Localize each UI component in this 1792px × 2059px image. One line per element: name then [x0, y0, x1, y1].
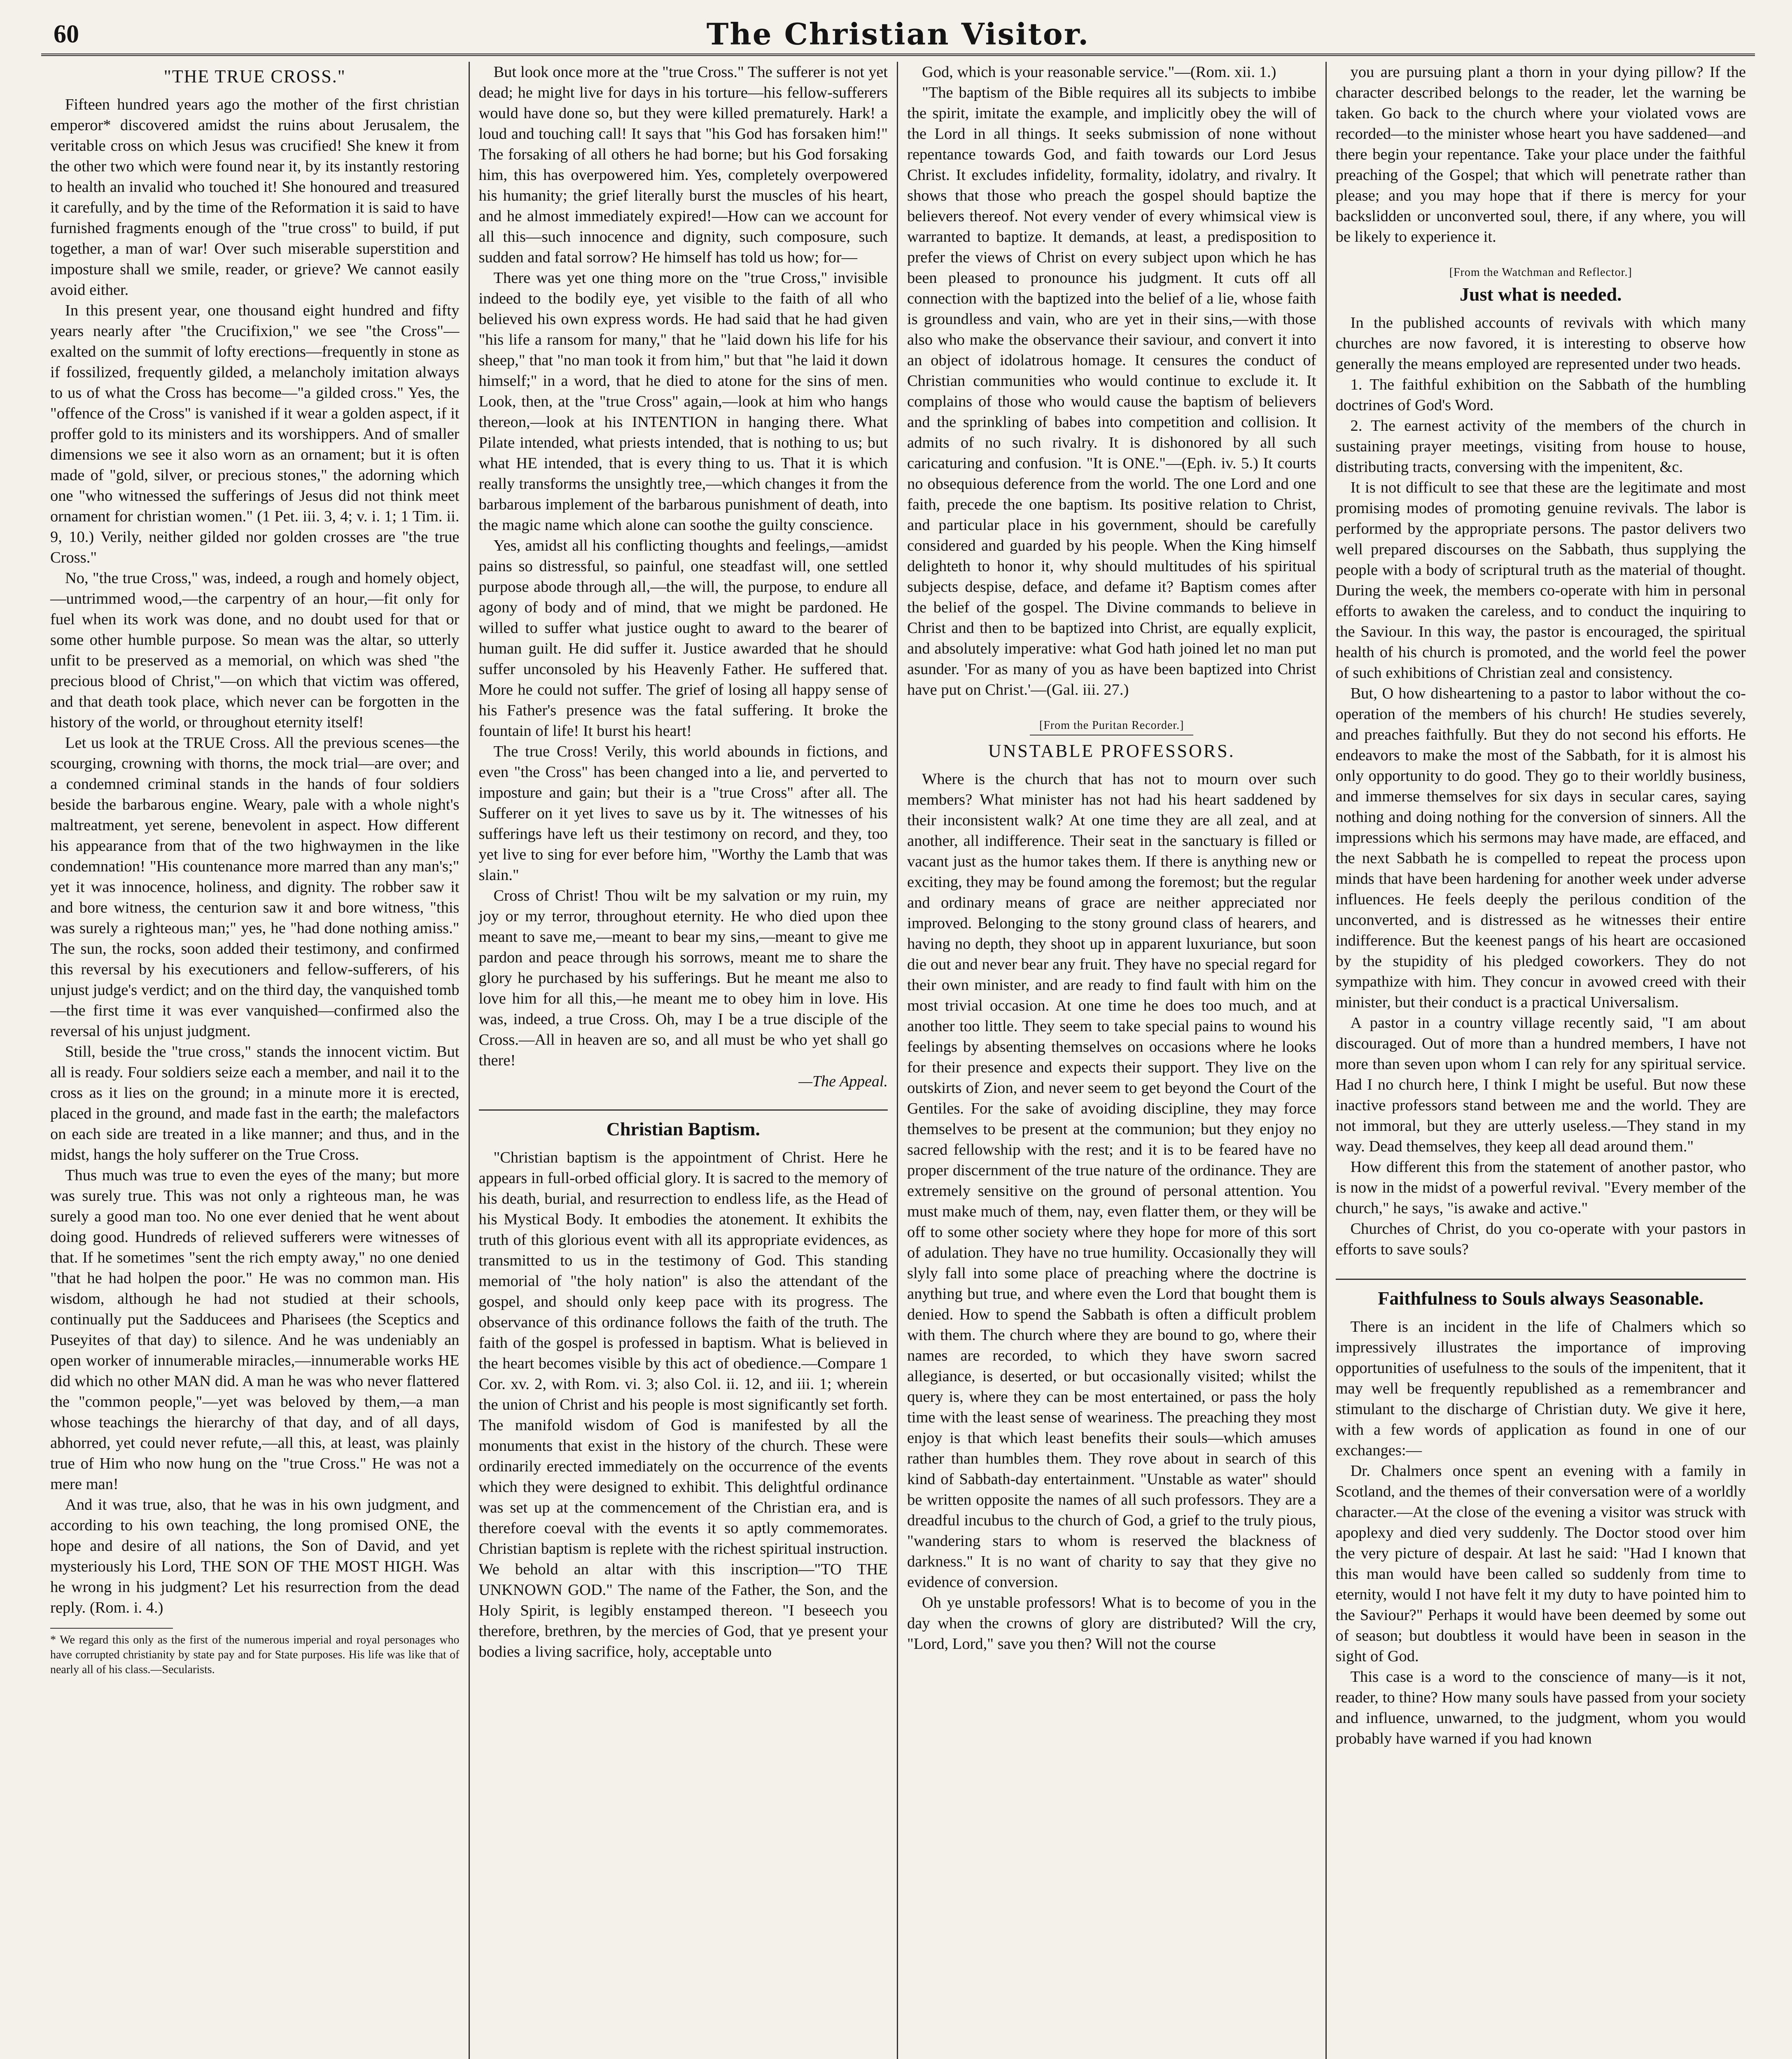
article-divider [1336, 1279, 1746, 1280]
column-2 [470, 62, 898, 2059]
paragraph: It is not difficult to see that these are the legitimate and most promising modes of promoting genuine revivals. The labor is performed by the appropriate persons. The pastor delivers two well prepared discourses on the Sabbath, thus supplying the people with a body of scriptural truth as the material of thought. During the week, the members co-operate with him in personal efforts to awaken the careless, and to conduct the inquiring to the Saviour. In this way, the pastor is encouraged, the spiritual health of his church is promoted, and the world feel the power of such exhibitions of Christian zeal and consistency. [1335, 479, 1746, 682]
paragraph: This case is a word to the conscience of many—is it not, reader, to thine? How many souls have passed from your society and influence, unwarned, to the judgment, whom you would probably have warned if you had known [1335, 1668, 1746, 1747]
footnote: * We regard this only as the first of the numerous imperial and royal personages who have corrupted christianity by state pay and for State purposes. His life was like that of nearly all of his class.—Secularists. [50, 1634, 460, 1676]
newspaper-title: The Christian Visitor. [706, 16, 1090, 51]
paragraph: There is an incident in the life of Chalmers which so impressively illustrates the importance of improving opportunities of usefulness to the souls of the impenitent, that it may well be frequently republished as a remembrancer and stimulant to the discharge of Christian duty. We give it here, with a few words of application as found in one of our exchanges:— [1335, 1318, 1746, 1459]
paragraph: 2. The earnest activity of the members of the church in sustaining prayer meetings, visiting from house to house, distributing tracts, conversing with the impenitent, &c. [1335, 417, 1746, 476]
paragraph: 1. The faithful exhibition on the Sabbath of the humbling doctrines of God's Word. [1335, 376, 1746, 414]
article-source: [From the Puritan Recorder.] [1039, 719, 1184, 732]
paragraph: "The baptism of the Bible requires all its subjects to imbibe the spirit, imitate the example, and implicitly obey the will of the Lord in all things. It seeks submission of none without repentance towards God, and faith towards our Lord Jesus Christ. It excludes infidelity, formality, idolatry, and rivalry. It shows that those who preach the gospel should baptize the believers thereof. Not every vender of every whimsical view is warranted to baptize. It demands, at least, a predisposition to prefer the views of Christ on every subject upon which he has been pleased to pronounce his judgment. It cuts off all connection with the baptized into the belief of a lie, whose faith is groundless and vain, who are yet in their sins,—with those also who make the observance their saviour, and convert it into an object of idolatrous homage. It censures the conduct of Christian communities who would continue to exclude it. It complains of those who would cause the baptism of believers and the sprinkling of babes into competition and collision. It admits of no such rivalry. It is dishonored by all such caricaturing and confusion. "It is ONE."—(Eph. iv. 5.) It courts no obsequious deference from the world. The one Lord and one faith, precede the one baptism. Its positive relation to Christ, and particular place in his government, should be carefully considered and guarded by his people. When the King himself delighteth to honor it, why should multitudes of his spiritual subjects despise, deface, and defame it? Baptism comes after the belief of the gospel. The Divine commands to believe in Christ and then to be baptized into Christ, are equally explicit, and absolutely imperative: what God hath joined let no man put asunder. 'For as many of you as have been baptized into Christ have put on Christ.'—(Gal. iii. 27.) [907, 84, 1316, 698]
article-christian-baptism [479, 1118, 888, 1662]
masthead [41, 16, 1755, 56]
article-true-cross-continued [479, 62, 888, 1090]
paragraph: In this present year, one thousand eight hundred and fifty years nearly after "the Crucifixion," we see "the Cross"—exalted on the summit of lofty erections—frequently in stone as if fossilized, frequently gilded, a melancholy imitation always to us of what the Cross has become—"a gilded cross." Yes, the "offence of the Cross" is vanished if it wear a golden aspect, if it proffer gold to its ministers and its worshippers. And of smaller dimensions we see it also worn as an ornament; but it is often made of "gold, silver, or precious stones," the adorning which one "who witnessed the sufferings of Jesus did not think meet ornament for christian women." (1 Pet. iii. 3, 4; v. i. 1; 1 Tim. ii. 9, 10.) Verily, neither gilded nor golden crosses are "the true Cross." [50, 302, 460, 566]
column-4 [1327, 62, 1755, 2059]
article-title: Christian Baptism. [606, 1118, 760, 1139]
paragraph: Yes, amidst all his conflicting thoughts and feelings,—amidst pains so distressful, so painful, one steadfast will, one settled purpose abode through all,—the will, the purpose, to endure all agony of body and of mind, that we might be pardoned. He willed to suffer what justice ought to award to the bearer of human guilt. He did suffer it. Justice awarded that he should suffer unconsoled by his Heavenly Father. He suffered that. More he could not suffer. The grief of losing all happy sense of his Father's presence was the fatal suffering. It broke the fountain of life! It burst his heart! [478, 537, 888, 740]
page-number: 60 [54, 20, 79, 48]
article-signature: —The Appeal. [798, 1073, 888, 1090]
article-title: Just what is needed. [1459, 284, 1622, 305]
paragraph: Dr. Chalmers once spent an evening with a family in Scotland, and the themes of their conversation were of a worldly character.—At the close of the evening a visitor was struck with apoplexy and died very suddenly. The Doctor stood over him the very picture of despair. At last he said: "Had I known that this man would have been called so suddenly from time to eternity, would I not have felt it my duty to have pointed him to the Saviour?" Perhaps it would have been deemed by some out of season; but doubtless it would have been in season in the sight of God. [1335, 1462, 1746, 1665]
article-title: "THE TRUE CROSS." [163, 66, 346, 86]
paragraph: There was yet one thing more on the "true Cross," invisible indeed to the bodily eye, yet visible to the faith of all who believed his own express words. He had said that he had given "his life a ransom for many," that he "laid down his life for his sheep," that "no man took it from him," but that "he laid it down himself;" in a word, that he died to atone for the sins of men. Look, then, at the "true Cross" again,—look at him who hangs thereon,—look at his INTENTION in hanging there. What Pilate intended, what priests intended, that is nothing to us; but what HE intended, that is every thing to us. That it is which really transforms the unsightly tree,—which changes it from the barbarous implement of the barbarous punishment of death, into the magic name which alone can soothe the guilty conscience. [478, 269, 888, 534]
paragraph: But look once more at the "true Cross." The sufferer is not yet dead; he might live for days in his torture—his fellow-sufferers would have done so, but they were killed prematurely. Hark! a loud and touching call! It says that "his God has forsaken him!" The forsaking of all others he had borne; but his God forsaking him, this has overpowered him. Yes, completely overpowered his humanity; the grief literally burst the muscles of his heart, and he almost immediately expired!—How can we account for all this—such innocence and dignity, such composure, such sudden and fatal sorrow? He himself has told us how; for— [478, 63, 888, 266]
article-title: Faithfulness to Souls always Seasonable. [1378, 1288, 1704, 1309]
paragraph: Let us look at the TRUE Cross. All the previous scenes—the scourging, crowning with thorns, the mock trial—are over; and a condemned criminal stands in the hands of four soldiers beside the barbarous engine. Weary, pale with a whole night's maltreatment, yet serene, benevolent in aspect. How different his appearance from that of the two highwaymen in the like condemnation! "His countenance more marred than any man's;" yet it was innocence, holiness, and dignity. The robber saw it and bore witness, the centurion saw it and bore witness, "this was surely a righteous man;" yes, he "had done nothing amiss." The sun, the rocks, soon added their testimony, and confirmed this reversal by his executioners and fellow-sufferers, of his unjust judge's verdict; and on the third day, the vanquished tomb—the first time it was ever vanquished—confirmed also the reversal of his unjust judgment. [50, 734, 460, 1040]
paragraph: Oh ye unstable professors! What is to become of you in the day when the crowns of glory are distributed? Will the cry, "Lord, Lord," save you then? Will not the course [907, 1594, 1316, 1653]
paragraph: How different this from the statement of another pastor, who is now in the midst of a powerful revival. "Every member of the church," he says, "is awake and active." [1335, 1158, 1746, 1217]
footnote-divider [50, 1628, 173, 1629]
article-unstable-professors-continued [1336, 62, 1746, 247]
paragraph: Fifteen hundred years ago the mother of the first christian emperor* discovered amidst the ruins about Jerusalem, the veritable cross on which Jesus was crucified! She knew it from the other two which were found near it, by its instantly restoring to health an invalid who touched it! She honoured and treasured it carefully, and by the time of the Reformation it is said to have furnished fragments enough of the "true cross" to build, if put together, a man of war! Over such miserable superstition and imposture shall we smile, reader, or grieve? We cannot easily avoid either. [50, 96, 460, 299]
paragraph: And it was true, also, that he was in his own judgment, and according to his own teaching, the long promised ONE, the hope and desire of all nations, the Son of David, and yet mysteriously his Lord, THE SON OF THE MOST HIGH. Was he wrong in his judgment? Let his resurrection from the dead reply. (Rom. i. 4.) [50, 1496, 460, 1616]
column-3 [898, 62, 1327, 2059]
article-title: UNSTABLE PROFESSORS. [988, 741, 1235, 761]
article-true-cross [50, 66, 460, 1677]
paragraph: No, "the true Cross," was, indeed, a rough and homely object,—untrimmed wood,—the carpentry of an hour,—fit only for fuel when its work was done, and no doubt used for that or some other humble purpose. So mean was the altar, so utterly unfit to be preserved as a memorial, on which was shed "the precious blood of Christ,"—on which that victim was offered, and that death took place, which never can be forgotten in the history of the world, or throughout eternity itself! [50, 570, 460, 731]
article-just-what-is-needed [1336, 266, 1746, 1260]
paragraph: Thus much was true to even the eyes of the many; but more was surely true. This was not only a righteous man, he was surely a good man too. No one ever denied that he went about doing good. Hundreds of relieved sufferers were witnesses of that. If he sometimes "sent the rich empty away," no one denied "that he had holpen the poor." He was no common man. His wisdom, although he had not studied at their schools, continually put the Sadducees and Pharisees (the Sceptics and Puseyites of that day) to silence. And he was undeniably an open worker of innumerable miracles,—innumerable works HE did which no other MAN did. A man he was who never flattered the "common people,"—yet was beloved by them,—a man whose teachings the hierarchy of that day, and of all days, abhorred, yet could never refute,—all this, at least, was plainly true of Him who now hung on the "true Cross." He was not a mere man! [50, 1167, 460, 1493]
paragraph: A pastor in a country village recently said, "I am about discouraged. Out of more than a hundred members, I have not more than seven upon whom I can rely for any spiritual service. Had I no church here, I think I might be useful. But now these inactive professors stand between me and the world. They are not immoral, but they are utterly useless.—They stand in my way. Dead themselves, they keep all dead around them." [1335, 1014, 1746, 1155]
paragraph: God, which is your reasonable service."—(Rom. xii. 1.) [922, 63, 1276, 81]
paragraph: Churches of Christ, do you co-operate with your pastors in efforts to save souls? [1335, 1220, 1746, 1258]
article-unstable-professors [907, 719, 1316, 1654]
paragraph: The true Cross! Verily, this world abounds in fictions, and even "the Cross" has been changed into a lie, and perverted to imposture and gain; but their is a "true Cross" after all. The Sufferer on it yet lives to save us by it. The witnesses of his sufferings have left us their testimony on record, and they, too yet live to sing for ever before him, "Worthy the Lamb that was slain." [478, 743, 888, 884]
article-divider [479, 1109, 888, 1111]
paragraph: you are pursuing plant a thorn in your dying pillow? If the character described belongs to the reader, let the warning be taken. Go back to the church where your violated vows are recorded—to the minister whose heart you have saddened—and there begin your repentance. Take your place under the faithful preaching of the Gospel; that which will penetrate rather than please; and you may hope that if there is mercy for your backslidden or unconverted soul, there, if any where, you will be likely to experience it. [1335, 63, 1746, 245]
paragraph: In the published accounts of revivals with which many churches are now favored, it is interesting to observe how generally the means employed are represented under two heads. [1335, 314, 1746, 373]
paragraph: "Christian baptism is the appointment of Christ. Here he appears in full-orbed official glory. It is sacred to the memory of his death, burial, and resurrection to endless life, as the Head of his Mystical Body. It embodies the atonement. It exhibits the truth of this glorious event with all its appropriate evidences, as transmitted to us in the testimony of God. This standing memorial of "the holy nation" is also the attendant of the gospel, and should only keep pace with its progress. The observance of this ordinance follows the faith of the truth. The faith of the gospel is professed in baptism. What is believed in the heart becomes visible by this act of obedience.—Compare 1 Cor. xv. 2, with Rom. vi. 3; also Col. ii. 12, and iii. 1; wherein the union of Christ and his people is most significantly set forth. The manifold wisdom of God is manifested by all the monuments that exist in the history of the church. These were ordinarily erected immediately on the occurrence of the events which they were designed to exhibit. This delightful ordinance was set up at the commencement of the Christian era, and is therefore coeval with the events it so aptly commemorates. Christian baptism is replete with the richest spiritual instruction. We behold an altar with this inscription—"TO THE UNKNOWN GOD." The name of the Father, the Son, and the Holy Spirit, is legibly enstamped thereon. "I beseech you therefore, brethren, by the mercies of God, that ye present your bodies a living sacrifice, holy, acceptable unto [478, 1149, 888, 1660]
paragraph: Still, beside the "true cross," stands the innocent victim. But all is ready. Four soldiers seize each a member, and nail it to the cross as it lies on the ground; in a minute more it is erected, placed in the ground, and made fast in the earth; the malefactors on each side are treated in a like manner; and thus, and in the midst, hangs the holy sufferer on the True Cross. [50, 1043, 460, 1163]
article-faithfulness-to-souls [1336, 1287, 1746, 1749]
article-source: [From the Watchman and Reflector.] [1449, 266, 1632, 279]
paragraph: But, O how disheartening to a pastor to labor without the co-operation of the members of his church! He studies severely, and preaches faithfully. But they do not second his efforts. He endeavors to make the most of the Sabbath, for it is almost his only opportunity to do good. They go to their worldly business, and immerse themselves for six days in secular cares, saying nothing and doing nothing for the conversion of sinners. All the impressions which his sermons may have made, are effaced, and the next Sabbath he is compelled to repeat the process upon minds that have been hardening for another week under adverse influences. He feels deeply the perilous condition of the unconverted, and is distressed as he witnesses their entire indifference. But the keenest pangs of his heart are occasioned by the stupidity of his pledged coworkers. They do not sympathize with him. They concur in avowed creed with their minister, but their conduct is a practical Universalism. [1335, 685, 1746, 1011]
paragraph: Where is the church that has not to mourn over such members? What minister has not had his heart saddened by their inconsistent walk? At one time they are all zeal, and at another, all indifference. Their seat in the sanctuary is filled or vacant just as the humor takes them. If there is anything new or exciting, they may be found among the foremost; but the regular and ordinary means of grace are neither appreciated nor improved. Belonging to the stony ground class of hearers, and having no depth, they shoot up in apparent luxuriance, but soon die out and never bear any fruit. They have no special regard for their own minister, and are ready to find fault with him on the most trivial occasion. At one time he does too much, and at another too little. They seem to take special pains to wound his feelings by absenting themselves on occasions where he looks for their presence and expects their support. They live on the outskirts of Zion, and never seem to get beyond the Court of the Gentiles. For the sake of avoiding discipline, they may force themselves to be present at the communion; but they enjoy no sacred fellowship with the rest; and it is to be feared have no proper discernment of the true nature of the ordinance. They are extremely sensitive on the ground of personal attention. You must make much of them, nay, even flatter them, or they will be off to some other society where they hope for more of this sort of adulation. They have no true humility. Occasionally they will slyly fall into some place of preaching where the doctrine is anything but true, and where even the Lord that bought them is denied. How to spend the Sabbath is often a difficult problem with them. The church where they are bound to go, where their names are recorded, to which they have sworn sacred allegiance, is deserted, or but occasionally visited; whilst the query is, where they can be most entertained, or pass the holy time with the least sense of weariness. The preaching they most enjoy is that which least benefits their souls—which amuses rather than humbles them. They rove about in search of this kind of Sabbath-day entertainment. "Unstable as water" should be written opposite the names of all such professors. They are a dreadful incubus to the church of God, a grief to the truly pious, "wandering stars to whom is reserved the blackness of darkness." It is no want of charity to say that they give no evidence of conversion. [907, 770, 1316, 1591]
columns [41, 62, 1755, 2059]
paragraph: Cross of Christ! Thou wilt be my salvation or my ruin, my joy or my terror, throughout eternity. He who died upon thee meant to save me,—meant to bear my sins,—meant to give me pardon and peace through his sorrows, meant me to share the glory he purchased by his sufferings. But he meant me also to love him for all this,—he meant me to obey him in love. His was, indeed, a true Cross. Oh, may I be a true disciple of the Cross.—All in heaven are so, and all must be who yet shall go there! [478, 887, 888, 1069]
column-1 [41, 62, 470, 2059]
article-christian-baptism-continued [907, 62, 1316, 700]
